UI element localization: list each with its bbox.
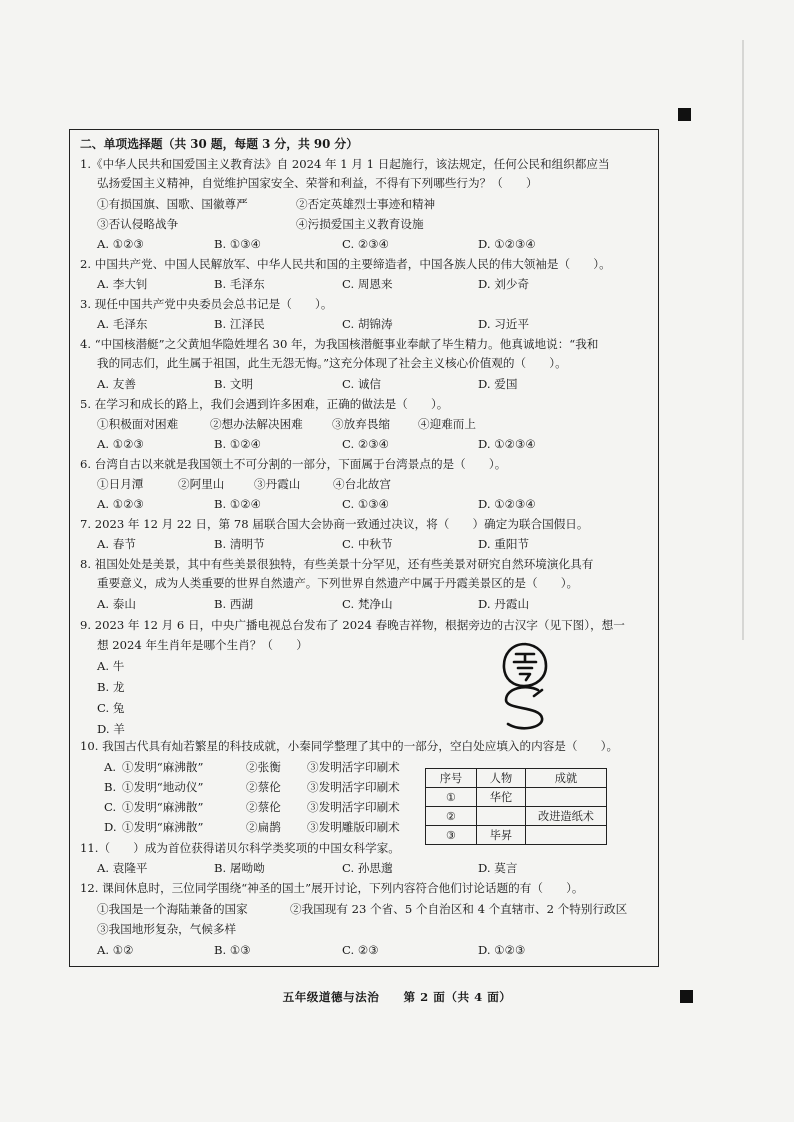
option-d[interactable]: D. ①②③④ — [478, 497, 536, 511]
statement-item: ②我国现有 23 个省、5 个自治区和 4 个直辖市、2 个特别行政区 — [290, 902, 628, 916]
statement-item: ①我国是一个海陆兼备的国家 — [97, 902, 248, 916]
option-b[interactable]: B. 屠呦呦 — [214, 861, 265, 875]
option-a[interactable]: A. 李大钊 — [97, 277, 148, 291]
statement-item: ③否认侵略战争 — [97, 217, 179, 231]
table-cell — [526, 826, 607, 845]
option-part: ②蔡伦 — [246, 780, 281, 794]
table-cell: 华佗 — [477, 788, 526, 807]
table-header: 人物 — [477, 769, 526, 788]
table-header: 序号 — [426, 769, 477, 788]
option-a[interactable]: A. 春节 — [97, 537, 136, 551]
option-part: ②张衡 — [246, 760, 281, 774]
option-b[interactable]: B. 文明 — [214, 377, 254, 391]
option-b[interactable]: B. ①③④ — [214, 237, 262, 251]
statement-item: ③放弃畏缩 — [332, 417, 390, 431]
option-b[interactable]: B. 龙 — [97, 680, 125, 694]
table-cell: ① — [426, 788, 477, 807]
option-part: ③发明雕版印刷术 — [307, 820, 400, 834]
table-cell: ② — [426, 807, 477, 826]
option-c[interactable]: C. ①③④ — [342, 497, 390, 511]
option-a[interactable]: A. ①② — [97, 943, 134, 957]
table-row — [426, 807, 607, 826]
option-a[interactable]: A. 袁隆平 — [97, 861, 148, 875]
option-part: ①发明“麻沸散” — [122, 800, 204, 814]
question-text: 12. 课间休息时，三位同学围绕“神圣的国土”展开讨论，下列内容符合他们讨论话题的有（ ）。 — [80, 881, 584, 895]
option-a[interactable]: A. 毛泽东 — [97, 317, 148, 331]
option-a[interactable]: A. ①②③ — [97, 497, 144, 511]
option-c[interactable]: C. 诚信 — [342, 377, 382, 391]
question-text: 7. 2023 年 12 月 22 日，第 78 届联合国大会协商一致通过决议，将（ ）确定为联合国假日。 — [80, 517, 589, 531]
table-cell — [526, 788, 607, 807]
question-text: 9. 2023 年 12 月 6 日，中央广播电视总台发布了 2024 春晚吉祥物，根据旁边的古汉字（见下图），想一 — [80, 618, 625, 632]
statement-item: ②想办法解决困难 — [210, 417, 303, 431]
option-part: ②蔡伦 — [246, 800, 281, 814]
question-text: 想 2024 年生肖年是哪个生肖？（ ） — [97, 638, 308, 652]
option-b[interactable]: B. 毛泽东 — [214, 277, 265, 291]
option-letter: D. — [104, 820, 117, 834]
option-part: ①发明“地动仪” — [122, 780, 204, 794]
question-text: 8. 祖国处处是美景，其中有些美景很独特，有些美景十分罕见，还有些美景对研究自然环境演化具有 — [80, 557, 594, 571]
option-b[interactable]: B. ①③ — [214, 943, 251, 957]
option-d[interactable]: D. ①②③ — [478, 943, 526, 957]
question-text: 重要意义，成为人类重要的世界自然遗产。下列世界自然遗产中属于丹霞美景区的是（ ）。 — [97, 576, 579, 590]
ancient-dragon-character-icon — [496, 640, 554, 732]
option-part: ③发明活字印刷术 — [307, 760, 400, 774]
question-text: 1.《中华人民共和国爱国主义教育法》自 2024 年 1 月 1 日起施行，该法规定，任何公民和组织都应当 — [80, 157, 610, 171]
table-header-row — [426, 769, 607, 788]
question-text: 6. 台湾自古以来就是我国领土不可分割的一部分，下面属于台湾景点的是（ ）。 — [80, 457, 507, 471]
option-c[interactable]: C. 孙思邈 — [342, 861, 393, 875]
option-c[interactable]: C. ②③④ — [342, 437, 390, 451]
option-c[interactable]: C. 胡锦涛 — [342, 317, 393, 331]
option-letter: C. — [104, 800, 117, 814]
option-a[interactable]: A. 友善 — [97, 377, 136, 391]
table-cell: ③ — [426, 826, 477, 845]
option-c[interactable]: C. 梵净山 — [342, 597, 393, 611]
table-row — [426, 788, 607, 807]
statement-item: ①日月潭 — [97, 477, 144, 491]
option-c[interactable]: C. 兔 — [97, 701, 125, 715]
option-d[interactable]: D. 爱国 — [478, 377, 518, 391]
option-c[interactable]: C. ②③ — [342, 943, 379, 957]
page-footer: 五年级道德与法治 第 2 面（共 4 面） — [282, 990, 512, 1004]
table-cell: 改进造纸术 — [526, 807, 607, 826]
option-a[interactable]: A. ①②③ — [97, 237, 144, 251]
statement-item: ②阿里山 — [178, 477, 225, 491]
statement-item: ④迎难而上 — [418, 417, 476, 431]
question-text: 10. 我国古代具有灿若繁星的科技成就，小秦同学整理了其中的一部分，空白处应填入的内容是（ ）。 — [80, 739, 619, 753]
question-text: 3. 现任中国共产党中央委员会总书记是（ ）。 — [80, 297, 333, 311]
table-row — [426, 826, 607, 845]
statement-item: ②否定英雄烈士事迹和精神 — [296, 197, 436, 211]
option-b[interactable]: B. ①②④ — [214, 497, 262, 511]
option-a[interactable]: A. 泰山 — [97, 597, 136, 611]
option-d[interactable]: D. 刘少奇 — [478, 277, 530, 291]
option-part: ③发明活字印刷术 — [307, 780, 400, 794]
option-d[interactable]: D. 习近平 — [478, 317, 530, 331]
option-b[interactable]: B. ①②④ — [214, 437, 262, 451]
option-d[interactable]: D. 丹霞山 — [478, 597, 530, 611]
achievement-table — [425, 768, 607, 845]
statement-item: ④台北故宫 — [333, 477, 391, 491]
statement-item: ③丹霞山 — [254, 477, 301, 491]
question-text: 11.（ ）成为首位获得诺贝尔科学类奖项的中国女科学家。 — [80, 841, 400, 855]
option-letter: B. — [104, 780, 117, 794]
scan-edge-line — [742, 40, 744, 640]
table-header: 成就 — [526, 769, 607, 788]
question-text: 4. “中国核潜艇”之父黄旭华隐姓埋名 30 年，为我国核潜艇事业奉献了毕生精力。他真诚地说：“我和 — [80, 337, 599, 351]
option-c[interactable]: C. ②③④ — [342, 237, 390, 251]
question-text: 我的同志们，此生属于祖国，此生无怨无悔。”这充分体现了社会主义核心价值观的（ ）。 — [97, 356, 567, 370]
option-letter: A. — [104, 760, 117, 774]
option-a[interactable]: A. 牛 — [97, 659, 125, 673]
option-part: ②扁鹊 — [246, 820, 281, 834]
section-title: 二、单项选择题（共 30 题，每题 3 分，共 90 分） — [80, 137, 359, 151]
option-d[interactable]: D. 羊 — [97, 722, 125, 736]
option-b[interactable]: B. 清明节 — [214, 537, 265, 551]
option-d[interactable]: D. 重阳节 — [478, 537, 530, 551]
table-cell — [477, 807, 526, 826]
option-a[interactable]: A. ①②③ — [97, 437, 144, 451]
option-b[interactable]: B. 西湖 — [214, 597, 254, 611]
option-c[interactable]: C. 周恩来 — [342, 277, 393, 291]
option-b[interactable]: B. 江泽民 — [214, 317, 265, 331]
statement-item: ③我国地形复杂，气候多样 — [97, 922, 237, 936]
table-cell: 毕昇 — [477, 826, 526, 845]
statement-item: ④污损爱国主义教育设施 — [296, 217, 424, 231]
option-d[interactable]: D. ①②③④ — [478, 237, 536, 251]
question-text: 弘扬爱国主义精神，自觉维护国家安全、荣誉和利益，不得有下列哪些行为？（ ） — [97, 176, 538, 190]
question-text: 2. 中国共产党、中国人民解放军、中华人民共和国的主要缔造者，中国各族人民的伟大领袖是（ ）。 — [80, 257, 611, 271]
option-d[interactable]: D. 莫言 — [478, 861, 518, 875]
statement-item: ①积极面对困难 — [97, 417, 179, 431]
option-c[interactable]: C. 中秋节 — [342, 537, 393, 551]
registration-mark — [678, 108, 691, 121]
statement-item: ①有损国旗、国歌、国徽尊严 — [97, 197, 248, 211]
question-text: 5. 在学习和成长的路上，我们会遇到许多困难，正确的做法是（ ）。 — [80, 397, 449, 411]
option-part: ①发明“麻沸散” — [122, 760, 204, 774]
option-part: ①发明“麻沸散” — [122, 820, 204, 834]
option-d[interactable]: D. ①②③④ — [478, 437, 536, 451]
option-part: ③发明活字印刷术 — [307, 800, 400, 814]
